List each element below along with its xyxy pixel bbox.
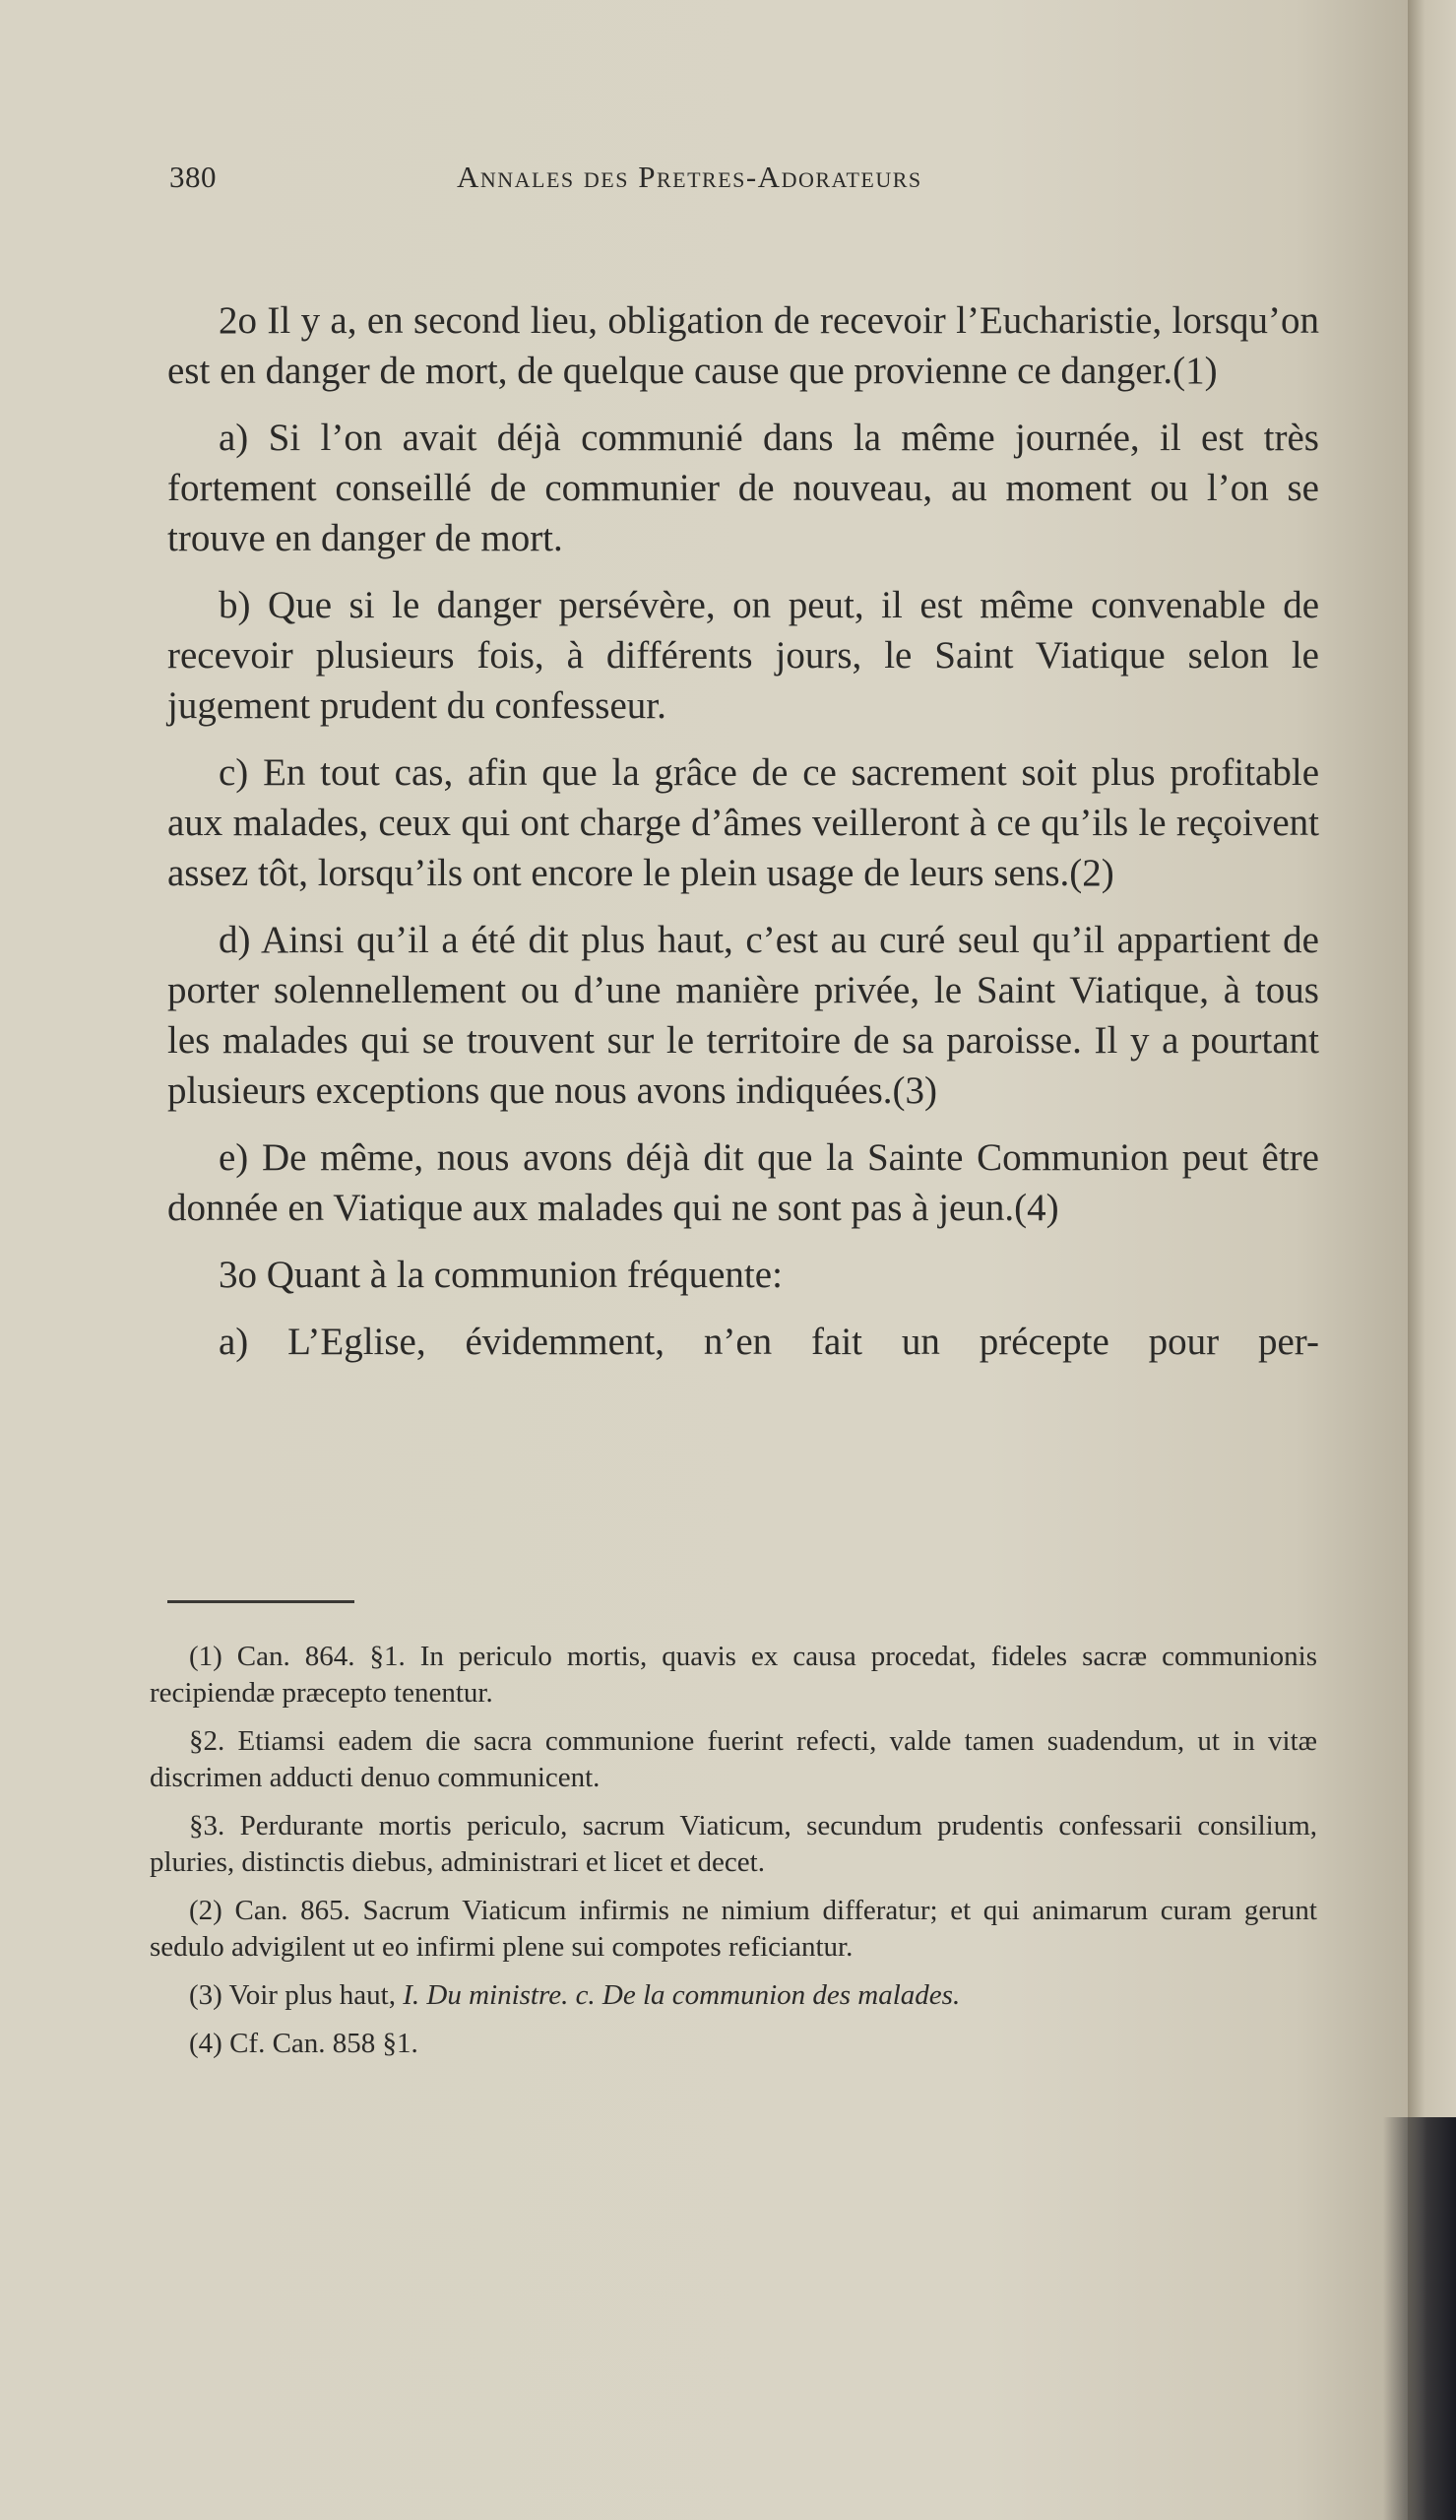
footnote-1: (1) Can. 864. §1. In periculo mortis, quavis ex causa procedat, fideles sacræ communionis recipiendæ præcepto tenentur. (150, 1641, 1317, 1709)
paragraph-d: d) Ainsi qu’il a été dit plus haut, c’est au curé seul qu’il appartient de porter solennellement ou d’une manière privée, le Saint Viatique, à tous les malades qui se trouvent sur le territoire de sa paroisse. Il y a pourtant plusieurs exceptions que nous avons indiquées.(3) (167, 919, 1319, 1112)
footnotes (150, 1639, 1317, 2074)
running-title: Annales des Pretres-Adorateurs (457, 160, 922, 194)
footnote-3-reference: I. Du ministre. c. De la communion des malades. (403, 1979, 961, 2011)
footnote-4: (4) Cf. Can. 858 §1. (189, 2028, 418, 2059)
footnote-2: (2) Can. 865. Sacrum Viaticum infirmis ne nimium differatur; et qui animarum curam gerunt sedulo advigilent ut eo infirmi plene sui compotes reficiantur. (150, 1895, 1317, 1963)
body-text (167, 295, 1319, 1384)
paragraph-a: a) Si l’on avait déjà communié dans la même journée, il est très fortement conseillé de communier de nouveau, au moment ou l’on se trouve en danger de mort. (167, 417, 1319, 559)
paragraph-b: b) Que si le danger persévère, on peut, il est même convenable de recevoir plusieurs fois, à différents jours, le Saint Viatique selon le jugement prudent du confesseur. (167, 584, 1319, 727)
page-number: 380 (169, 160, 217, 194)
footnote-1-section-3: §3. Perdurante mortis periculo, sacrum Viaticum, secundum prudentis confessarii consilium, pluries, distinctis diebus, administrari et licet et decet. (150, 1810, 1317, 1878)
page-edge-shadow (1383, 2117, 1456, 2520)
paragraph-3o: 3o Quant à la communion fréquente: (219, 1254, 783, 1296)
paragraph-c: c) En tout cas, afin que la grâce de ce sacrement soit plus profitable aux malades, ceux qui ont charge d’âmes veilleront à ce qu’ils le reçoivent assez tôt, lorsqu’ils ont encore le plein usage de leurs sens.(2) (167, 751, 1319, 894)
paragraph-a-2: a) L’Eglise, évidemment, n’en fait un précepte pour per- (219, 1321, 1319, 1363)
page-header (169, 160, 1055, 209)
paragraph-e: e) De même, nous avons déjà dit que la Sainte Communion peut être donnée en Viatique aux malades qui ne sont pas à jeun.(4) (167, 1136, 1319, 1229)
footnote-3-prefix: (3) Voir plus haut, (189, 1979, 396, 2011)
footnote-divider (167, 1600, 354, 1603)
footnote-3 (150, 1977, 1317, 2014)
footnote-1-section-2: §2. Etiamsi eadem die sacra communione fuerint refecti, valde tamen suadendum, ut in vitæ discrimen adducti denuo communicent. (150, 1725, 1317, 1793)
paragraph-2o: 2o Il y a, en second lieu, obligation de recevoir l’Eucharistie, lorsqu’on est en danger de mort, de quelque cause que provienne ce danger.(1) (167, 299, 1319, 392)
